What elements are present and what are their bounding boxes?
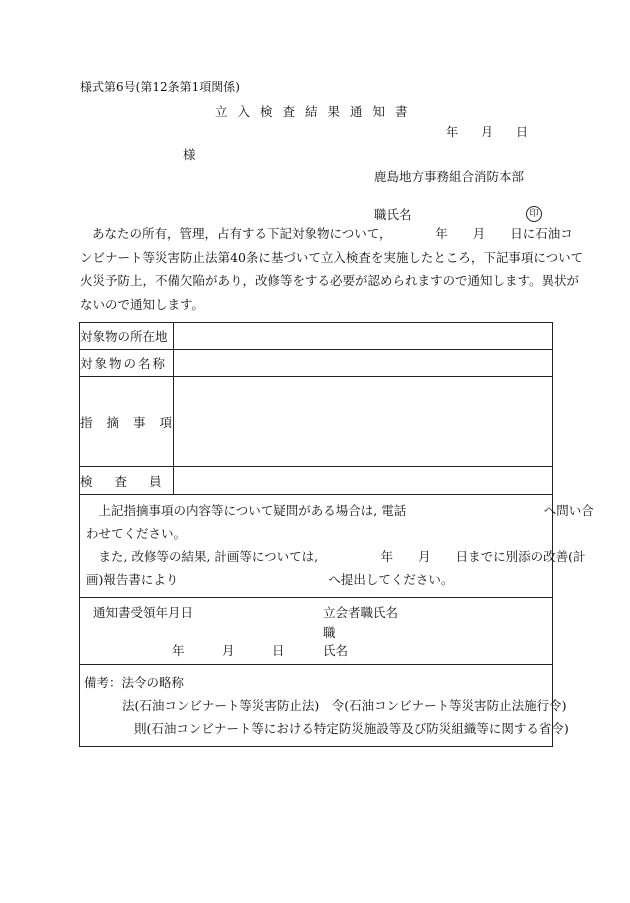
seal-label: 印 bbox=[526, 206, 542, 222]
received-date: 年 月 日 bbox=[172, 643, 285, 658]
intro-line: ンビナート等災害防止法第40条に基づいて立入検査を実施したところ，下記事項について bbox=[80, 249, 584, 265]
date-year: 年 bbox=[446, 125, 459, 139]
remarks-cell bbox=[80, 665, 569, 747]
inquiry-row bbox=[80, 495, 553, 598]
inquiry-line: 上記指摘事項の内容等について疑問がある場合は, 電話 へ問い合 bbox=[86, 503, 594, 518]
row-label-inspector: 検査員 bbox=[80, 467, 174, 495]
remarks-line: 法(石油コンビナート等災害防止法) 令(石油コンビナート等災害防止法施行令) bbox=[122, 698, 567, 713]
row-label-location: 対象物の所在地 bbox=[80, 323, 174, 350]
received-date-label: 通知書受領年月日 bbox=[93, 605, 194, 620]
row-value-name[interactable] bbox=[174, 350, 553, 377]
remarks-line: 則(石油コンビナート等における特定防災施設等及び防災組織等に関する省令) bbox=[134, 721, 569, 736]
inquiry-line: わせてください。 bbox=[86, 526, 187, 541]
table-row bbox=[80, 323, 553, 350]
inquiry-line: また, 改修等の結果, 計画等については, 年 月 日までに別添の改善(計 bbox=[86, 549, 586, 564]
witness-name-label: 氏名 bbox=[323, 643, 349, 658]
row-value-inspector[interactable] bbox=[174, 467, 553, 495]
witness-position-label: 職 bbox=[323, 625, 336, 640]
row-label-name: 対象物の名称 bbox=[80, 350, 174, 377]
form-number: 様式第6号(第12条第1項関係) bbox=[80, 80, 240, 94]
document-title: 立入検査結果通知書 bbox=[215, 104, 418, 119]
row-value-findings[interactable] bbox=[174, 377, 553, 467]
receipt-row bbox=[80, 598, 553, 665]
official-name-label: 職氏名 bbox=[374, 207, 412, 222]
seal-mark bbox=[526, 205, 542, 222]
row-label-findings: 指摘事項 bbox=[80, 377, 174, 467]
intro-paragraph bbox=[80, 222, 584, 316]
issuer-name: 鹿島地方事務組合消防本部 bbox=[374, 169, 525, 184]
inquiry-cell bbox=[80, 495, 594, 598]
intro-line: ないので通知します。 bbox=[80, 296, 205, 312]
table-row bbox=[80, 350, 553, 377]
intro-line: あなたの所有，管理，占有する下記対象物について， 年 月 日に石油コ bbox=[92, 226, 573, 241]
date-month: 月 bbox=[481, 125, 494, 139]
remarks-heading: 備考：法令の略称 bbox=[84, 675, 185, 690]
receipt-cell bbox=[80, 598, 553, 665]
inquiry-line: 画)報告書により へ提出してください。 bbox=[86, 572, 454, 587]
date-day: 日 bbox=[516, 125, 529, 139]
table-row bbox=[80, 467, 553, 495]
table-row bbox=[80, 377, 553, 467]
witness-label: 立会者職氏名 bbox=[323, 605, 399, 620]
intro-line: 火災予防上，不備欠陥があり，改修等をする必要が認められますので通知します。異状が bbox=[80, 273, 580, 288]
inspection-table bbox=[79, 322, 594, 747]
addressee-suffix: 様 bbox=[183, 147, 196, 162]
row-value-location[interactable] bbox=[174, 323, 553, 350]
remarks-row bbox=[80, 665, 553, 747]
